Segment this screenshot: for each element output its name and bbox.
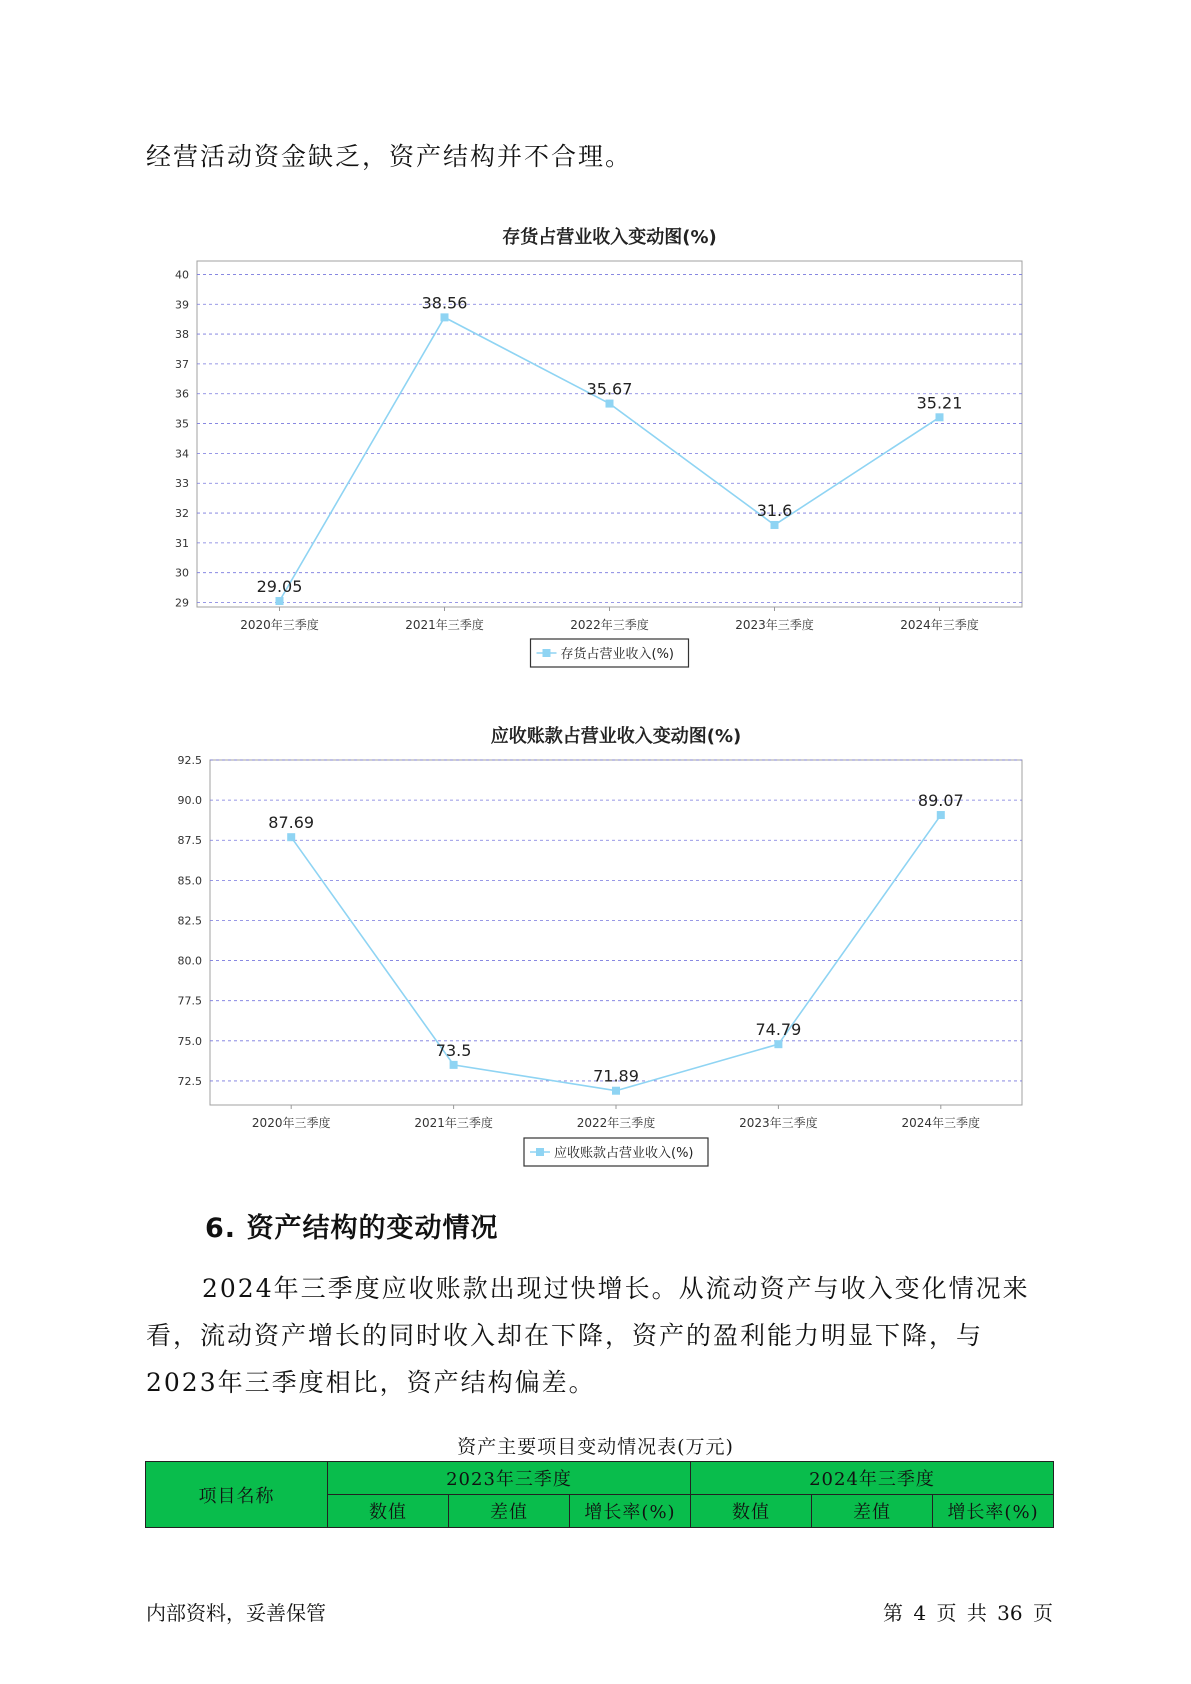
header-growth-rate: 增长率(%)	[933, 1495, 1054, 1528]
header-value: 数值	[691, 1495, 812, 1528]
header-period-2024: 2024年三季度	[691, 1462, 1054, 1495]
plot-area	[210, 760, 1022, 1105]
table-header-row	[146, 1462, 1054, 1495]
data-label: 29.05	[256, 577, 303, 597]
legend-label: 应收账款占营业收入(%)	[554, 1146, 694, 1161]
data-point	[450, 1061, 458, 1069]
y-tick-label: 31	[175, 536, 189, 550]
table-title: 资产主要项目变动情况表(万元)	[457, 1436, 734, 1458]
section-paragraph: 2024年三季度应收账款出现过快增长。从流动资产与收入变化情况来看，流动资产增长的同时收入却在下降，资产的盈利能力明显下降，与2023年三季度相比，资产结构偏差。	[146, 1274, 1030, 1397]
chart-title: 应收账款占营业收入变动图(%)	[490, 726, 742, 747]
legend-marker	[536, 1148, 544, 1156]
inventory-chart-svg	[0, 205, 1191, 680]
x-tick-label: 2021年三季度	[414, 1116, 493, 1130]
header-diff: 差值	[449, 1495, 570, 1528]
header-item-name: 项目名称	[146, 1462, 328, 1528]
data-label: 71.89	[593, 1066, 639, 1086]
y-tick-label: 40	[175, 268, 189, 282]
x-tick-label: 2024年三季度	[900, 618, 979, 632]
y-tick-label: 80.0	[177, 954, 202, 968]
y-tick-label: 92.5	[177, 754, 202, 767]
data-label: 89.07	[917, 791, 964, 811]
y-tick-label: 36	[175, 387, 189, 401]
chart-title: 存货占营业收入变动图(%)	[502, 227, 717, 248]
receivables-chart-svg	[0, 705, 1191, 1180]
x-tick-label: 2020年三季度	[240, 618, 319, 632]
x-tick-label: 2024年三季度	[901, 1116, 981, 1130]
data-label: 73.5	[435, 1040, 472, 1060]
x-tick-label: 2022年三季度	[570, 618, 649, 632]
y-tick-label: 35	[175, 417, 189, 431]
y-tick-label: 87.5	[177, 834, 202, 848]
x-tick-label: 2021年三季度	[405, 618, 484, 632]
x-tick-label: 2022年三季度	[576, 1116, 656, 1130]
data-label: 35.67	[586, 379, 633, 399]
y-tick-label: 33	[175, 477, 189, 491]
header-diff: 差值	[812, 1495, 933, 1528]
y-tick-label: 72.5	[177, 1074, 202, 1088]
legend-marker	[543, 649, 551, 657]
data-point	[936, 413, 944, 421]
data-label: 74.79	[755, 1020, 802, 1040]
x-tick-label: 2020年三季度	[251, 1116, 331, 1130]
data-label: 87.69	[268, 813, 315, 833]
data-point	[774, 1040, 782, 1048]
inventory-chart	[0, 205, 1191, 684]
y-tick-label: 90.0	[177, 794, 202, 808]
data-point	[287, 833, 295, 841]
y-tick-label: 82.5	[177, 914, 202, 928]
y-tick-label: 38	[175, 328, 189, 342]
y-tick-label: 29	[175, 596, 189, 610]
data-label: 35.21	[916, 393, 963, 413]
y-tick-label: 77.5	[177, 994, 202, 1008]
y-tick-label: 39	[175, 298, 189, 312]
plot-area	[197, 261, 1022, 607]
x-tick-label: 2023年三季度	[739, 1116, 818, 1130]
y-tick-label: 30	[175, 566, 189, 580]
intro-paragraph: 经营活动资金缺乏，资产结构并不合理。	[146, 142, 633, 171]
data-label: 31.6	[756, 500, 793, 520]
y-tick-label: 32	[175, 507, 189, 521]
header-value: 数值	[328, 1495, 449, 1528]
legend	[524, 1138, 708, 1166]
data-point	[276, 597, 284, 605]
receivables-chart	[0, 705, 1191, 1184]
footer-confidential: 内部资料，妥善保管	[146, 1601, 326, 1625]
data-point	[771, 521, 779, 529]
data-point	[612, 1087, 620, 1095]
header-period-2023: 2023年三季度	[328, 1462, 691, 1495]
data-label: 38.56	[421, 293, 468, 313]
legend	[531, 639, 689, 667]
y-tick-label: 85.0	[177, 874, 202, 888]
y-tick-label: 34	[175, 447, 189, 461]
data-point	[441, 313, 449, 321]
section-heading: 6. 资产结构的变动情况	[205, 1213, 499, 1244]
y-tick-label: 37	[175, 357, 189, 371]
legend-label: 存货占营业收入(%)	[560, 647, 674, 662]
header-growth-rate: 增长率(%)	[570, 1495, 691, 1528]
assets-change-table	[145, 1461, 1054, 1528]
x-tick-label: 2023年三季度	[735, 618, 814, 632]
y-tick-label: 75.0	[177, 1034, 202, 1048]
data-point	[606, 400, 614, 408]
data-point	[937, 811, 945, 819]
footer-page-number: 第 4 页 共 36 页	[883, 1601, 1053, 1625]
